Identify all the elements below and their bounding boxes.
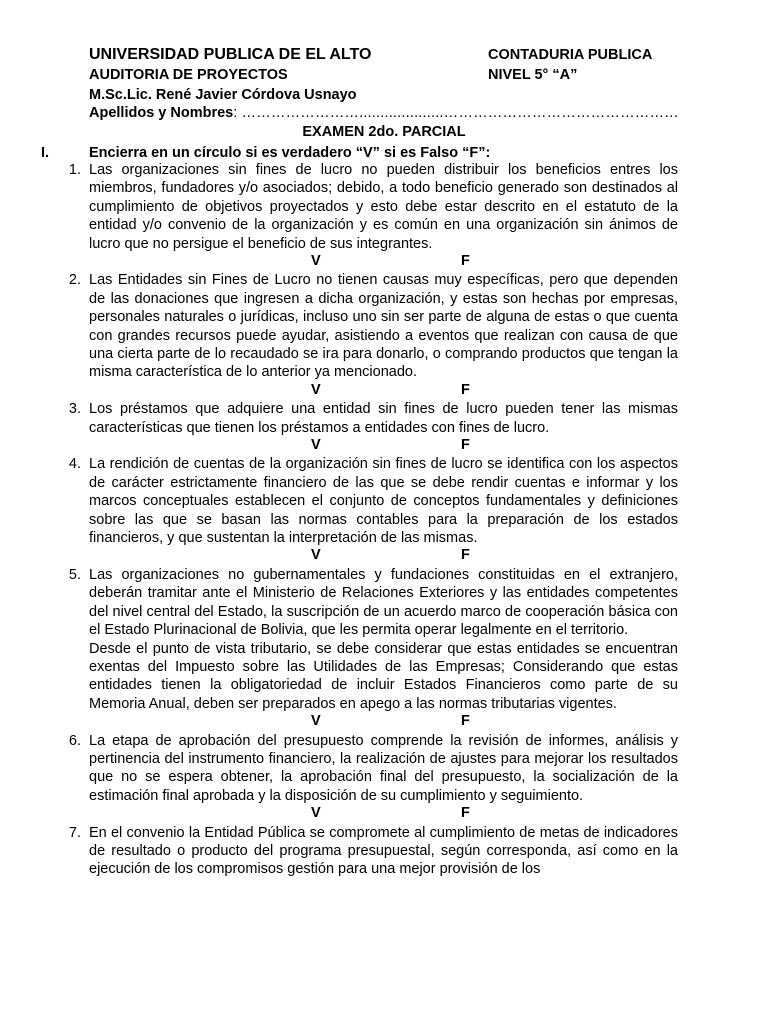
question-text: En el convenio la Entidad Pública se compromete al cumplimiento de metas de indicadores de resultado o producto del programa presupuestal, según corresponda, así como en la ejecución de los compromisos gestión para una mejor provisión de los [89, 824, 678, 878]
career-name: CONTADURIA PUBLICA [488, 47, 653, 63]
question-number: 5. [68, 566, 81, 583]
exam-title: EXAMEN 2do. PARCIAL [302, 124, 466, 140]
false-option[interactable]: F [461, 713, 470, 730]
question-text: Las Entidades sin Fines de Lucro no tienen causas muy específicas, pero que dependen de las donaciones que ingresen a dicha organización, y estas son hechas por empresas, personales naturales o jurídicas, incluso uno sin ser parte de alguna de estas o que cuenta con grandes recursos puede ayudar, asistiendo a eventos que realizan con causa de que una cierta parte de lo recaudado se ira para donarlo, o comprando productos que tengan la misma característica de lo anterior ya mencionado. [89, 272, 678, 381]
university-name: UNIVERSIDAD PUBLICA DE EL ALTO [89, 46, 372, 63]
false-option[interactable]: F [461, 253, 470, 270]
name-field-label: Apellidos y Nombres [89, 105, 234, 121]
question-number: 7. [68, 824, 81, 841]
question-number: 4. [68, 456, 81, 473]
question-item [0, 566, 768, 732]
question-text: Las organizaciones no gubernamentales y fundaciones constituidas en el extranjero, deberán tramitar ante el Ministerio de Relaciones Exteriores y las entidades competentes del nivel central del Estado, la suscripción de un acuerdo marco de cooperación básica con el Estado Plurinacional de Bolivia, que les permita operar legalmente en el territorio. [89, 566, 678, 639]
true-false-options [0, 547, 768, 565]
true-option[interactable]: V [311, 547, 321, 564]
true-false-options [0, 253, 768, 271]
question-number: 6. [68, 732, 81, 749]
name-field-colon: : [233, 105, 238, 121]
question-number: 1. [68, 162, 81, 178]
question-number: 2. [68, 272, 81, 289]
true-false-options [0, 437, 768, 455]
true-option[interactable]: V [311, 437, 321, 454]
true-option[interactable]: V [311, 713, 321, 730]
question-text: Los préstamos que adquiere una entidad sin fines de lucro pueden tener las mismas características que tienen los préstamos a entidades con fines de lucro. [89, 401, 678, 436]
question-item [0, 400, 768, 455]
question-text: La rendición de cuentas de la organización sin fines de lucro se identifica con los aspectos de carácter estrictamente financiero de las que se debe rendir cuentas e informar y los marcos conceptuales establecen el conjunto de conceptos fundamentales y definiciones sobre las que se basan las normas contables para la preparación de los estados financieros, y que sustentan la interpretación de las mismas. [89, 456, 678, 547]
question-number: 3. [68, 401, 81, 418]
section-instruction: Encierra en un círculo si es verdadero “V” si es Falso “F”: [89, 145, 491, 161]
section-number: I. [41, 145, 50, 161]
true-option[interactable]: V [311, 381, 321, 398]
true-false-options [0, 805, 768, 823]
true-option[interactable]: V [311, 805, 321, 822]
question-text: Las organizaciones sin fines de lucro no pueden distribuir los beneficios entres los miembros, fundadores y/o asociados; debido, a todo beneficio generado son destinados al cumplimiento de objetivos proyectados y esto debe estar descrito en el estatuto de la entidad y/o convenio de la organización y es común en una organización sin ánimos de lucro que no persigue el beneficio de sus integrantes. [89, 162, 678, 252]
true-option[interactable]: V [311, 253, 321, 270]
false-option[interactable]: F [461, 805, 470, 822]
true-false-options [0, 382, 768, 400]
question-text: La etapa de aprobación del presupuesto comprende la revisión de informes, análisis y pertinencia del instrumento financiero, la realización de ajustes para mejorar los resultados que no se espera obtener, la aprobación final del presupuesto, la socialización de la estimación final aprobada y la disposición de su cumplimiento y seguimiento. [89, 732, 678, 804]
false-option[interactable]: F [461, 437, 470, 454]
teacher-name: M.Sc.Lic. René Javier Córdova Usnayo [89, 87, 357, 103]
question-item [0, 271, 768, 400]
question-list [0, 161, 768, 879]
false-option[interactable]: F [461, 381, 470, 398]
question-text: Desde el punto de vista tributario, se debe considerar que estas entidades se encuentran exentas del Impuesto sobre las Utilidades de las Empresas; Considerando que estas entidades tienen la obligatoriedad de incluir Estados Financieros como parte de su Memoria Anual, deben ser preparados en apego a las normas tributarias vigentes. [89, 640, 678, 712]
question-item [0, 824, 768, 879]
level-label: NIVEL 5° “A” [488, 67, 578, 83]
question-item [0, 161, 768, 271]
question-item [0, 732, 768, 824]
true-false-options [0, 713, 768, 731]
student-name-line [89, 105, 679, 121]
course-name: AUDITORIA DE PROYECTOS [89, 67, 288, 83]
question-item [0, 455, 768, 565]
false-option[interactable]: F [461, 547, 470, 564]
name-field-blank: ……………………....................………………………………………… [237, 105, 679, 121]
